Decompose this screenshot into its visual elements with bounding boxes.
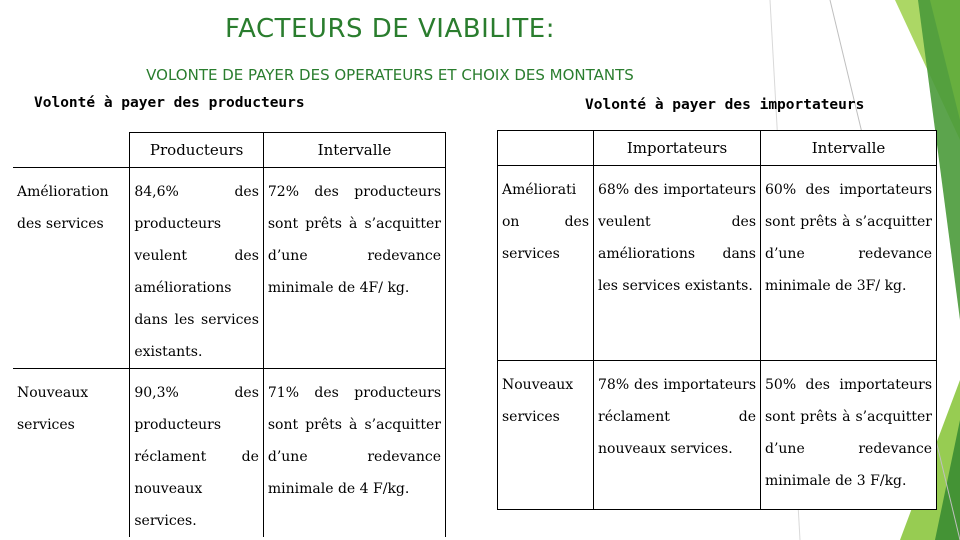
header-importateurs: Importateurs [594, 131, 761, 166]
row-value: 68% des importateurs veulent des améliorations dans les services existants. [594, 166, 761, 361]
row-label: Nouveaux services [498, 361, 594, 510]
producers-table [13, 132, 446, 537]
row-interval: 72% des producteurs sont prêts à s’acquitter d’une redevance minimale de 4F/ kg. [263, 168, 445, 369]
header-empty [498, 131, 594, 166]
page-subtitle: VOLONTE DE PAYER DES OPERATEURS ET CHOIX DES MONTANTS [146, 66, 634, 84]
row-value: 90,3% des producteurs réclament de nouveaux services. [130, 369, 264, 538]
table-header-row [13, 133, 446, 168]
row-label: Améliorati on des services [498, 166, 594, 361]
left-section-heading: Volonté à payer des producteurs [34, 95, 305, 111]
row-label: Amélioration des services [13, 168, 130, 369]
row-interval: 60% des importateurs sont prêts à s’acquitter d’une redevance minimale de 3F/ kg. [761, 166, 937, 361]
header-empty [13, 133, 130, 168]
row-value: 84,6% des producteurs veulent des améliorations dans les services existants. [130, 168, 264, 369]
table-header-row [498, 131, 937, 166]
row-value: 78% des importateurs réclament de nouveaux services. [594, 361, 761, 510]
table-row [13, 168, 446, 369]
importers-table [497, 130, 937, 510]
header-producteurs: Producteurs [130, 133, 264, 168]
table-row [13, 369, 446, 538]
row-interval: 71% des producteurs sont prêts à s’acquitter d’une redevance minimale de 4 F/kg. [263, 369, 445, 538]
row-label: Nouveaux services [13, 369, 130, 538]
table-row [498, 166, 937, 361]
header-intervalle: Intervalle [761, 131, 937, 166]
right-section-heading: Volonté à payer des importateurs [585, 97, 865, 113]
header-intervalle: Intervalle [263, 133, 445, 168]
table-row [498, 361, 937, 510]
page-title: FACTEURS DE VIABILITE: [225, 14, 555, 44]
row-interval: 50% des importateurs sont prêts à s’acquitter d’une redevance minimale de 3 F/kg. [761, 361, 937, 510]
